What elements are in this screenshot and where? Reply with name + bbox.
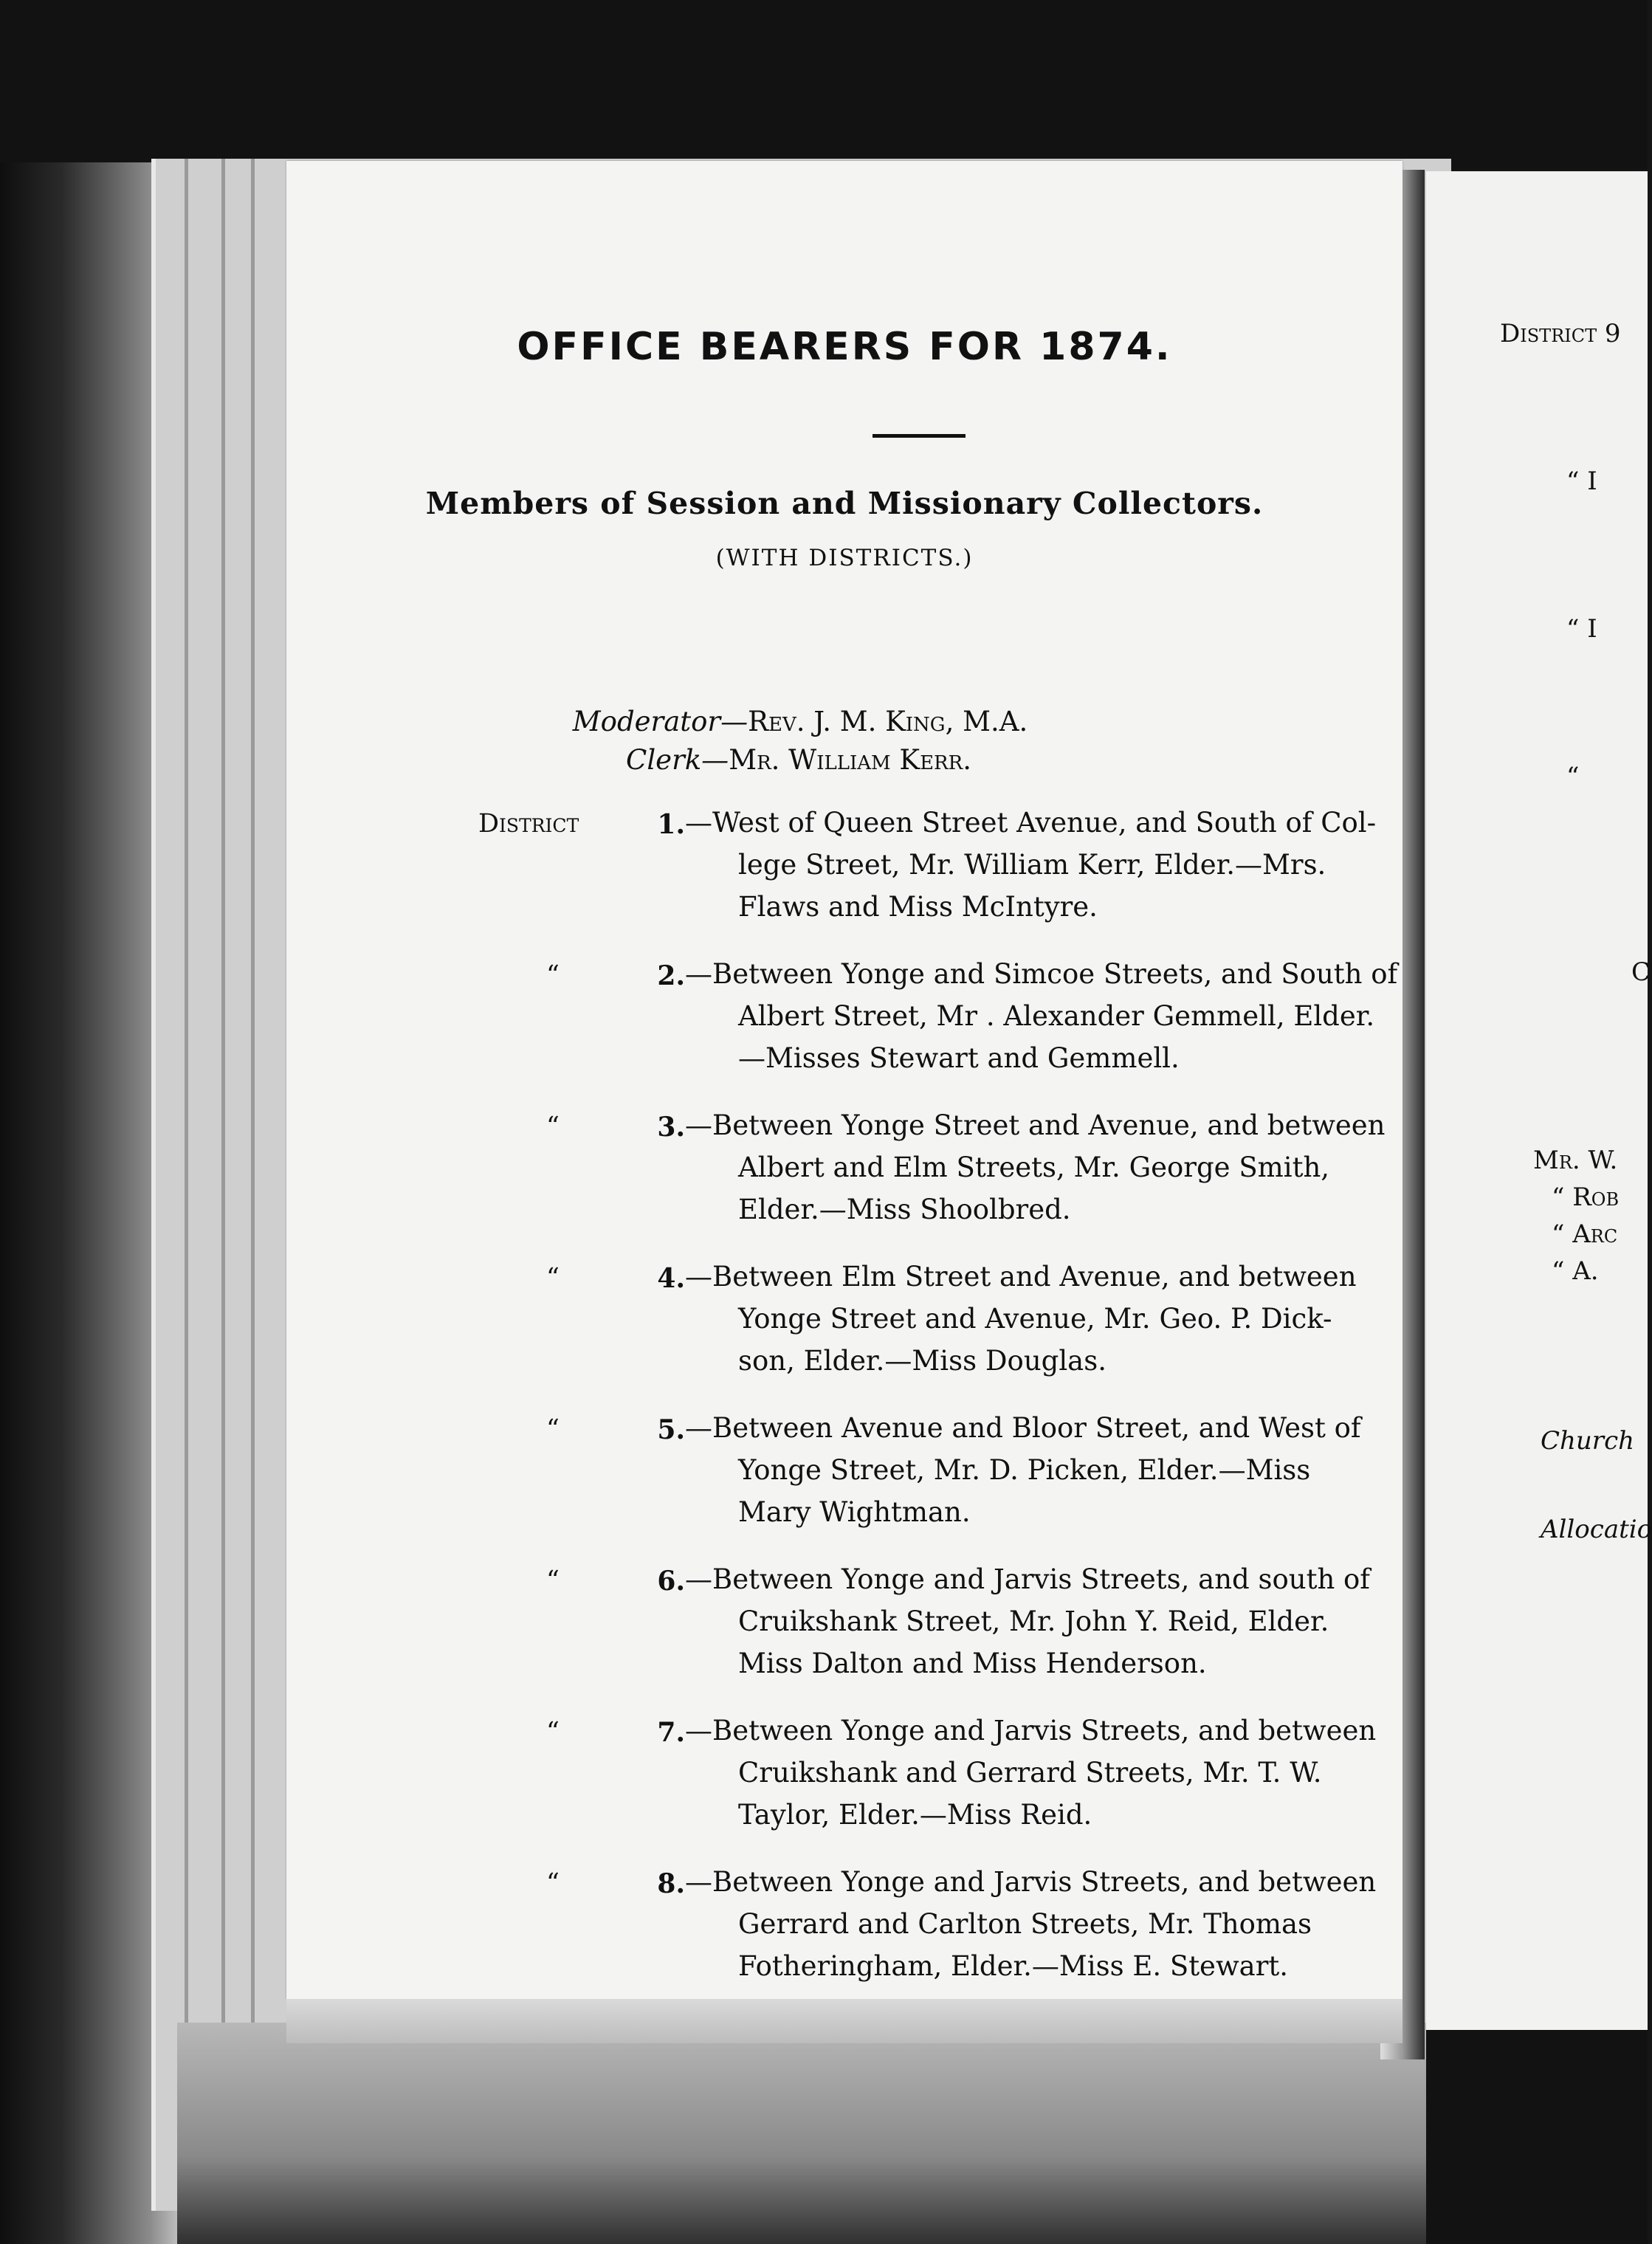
officer-role: Clerk—	[626, 744, 729, 776]
page-stack-line	[185, 159, 188, 2211]
district-line: —Between Elm Street and Avenue, and between	[685, 1261, 1357, 1293]
page-bottom-shade	[286, 1999, 1403, 2043]
district-line: Yonge Street and Avenue, Mr. Geo. P. Dick-	[738, 1303, 1332, 1335]
district-number: 5.	[657, 1414, 685, 1445]
ditto-mark: “	[546, 1414, 560, 1444]
district-number: 1.	[657, 809, 685, 840]
right-page-italic: Allocatio	[1541, 1515, 1652, 1544]
district-line: —Between Yonge and Jarvis Streets, and south of	[685, 1563, 1370, 1595]
section-subheading: (WITH DISTRICTS.)	[715, 545, 974, 571]
district-line: —Between Yonge and Jarvis Streets, and between	[685, 1866, 1377, 1898]
section-heading: Members of Session and Missionary Collectors.	[425, 486, 1264, 521]
right-page	[1426, 171, 1652, 2031]
scan-background-top	[0, 0, 1648, 170]
ditto-mark: “	[546, 1868, 560, 1898]
right-page-header: District 9	[1500, 319, 1621, 348]
district-line: Cruikshank and Gerrard Streets, Mr. T. W.	[738, 1757, 1322, 1789]
right-page-italic: Church	[1541, 1426, 1635, 1456]
ditto-mark: “	[546, 1263, 560, 1293]
right-page-name: Mr. W.	[1533, 1146, 1618, 1175]
officer-name: Mr. William Kerr.	[729, 744, 971, 776]
district-number: 8.	[657, 1868, 685, 1899]
district-line: Flaws and Miss McIntyre.	[738, 891, 1098, 923]
district-number: 2.	[657, 960, 685, 991]
district-line: Albert Street, Mr . Alexander Gemmell, Elder.	[738, 1000, 1375, 1032]
district-line: Elder.—Miss Shoolbred.	[738, 1194, 1071, 1225]
district-line: Albert and Elm Streets, Mr. George Smith,	[738, 1152, 1330, 1183]
district-line: —Between Yonge and Simcoe Streets, and South of	[685, 958, 1398, 990]
district-number: 7.	[657, 1717, 685, 1748]
page-title: OFFICE BEARERS FOR 1874.	[517, 325, 1172, 369]
district-number: 3.	[657, 1112, 685, 1143]
right-page-name: “ Arc	[1552, 1219, 1618, 1249]
right-page-ditto-line: “ I	[1566, 467, 1597, 496]
ditto-mark: “	[546, 960, 560, 990]
left-page	[286, 161, 1403, 1999]
officer-name: Rev. J. M. King, M.A.	[748, 706, 1028, 737]
book-left-edge	[0, 162, 177, 2244]
district-line: Fotheringham, Elder.—Miss E. Stewart.	[738, 1950, 1289, 1982]
officer-role: Moderator—	[572, 706, 748, 737]
ditto-mark: “	[546, 1717, 560, 1746]
district-line: Mary Wightman.	[738, 1496, 971, 1528]
district-line: Cruikshank Street, Mr. John Y. Reid, Elder.	[738, 1605, 1329, 1637]
ditto-mark: “	[546, 1566, 560, 1595]
officer-line-moderator	[286, 706, 1403, 737]
district-number: 4.	[657, 1263, 685, 1294]
right-page-ditto-line: “	[1566, 762, 1580, 791]
district-line: —Between Yonge and Jarvis Streets, and between	[685, 1715, 1377, 1746]
district-line: —Misses Stewart and Gemmell.	[738, 1042, 1180, 1074]
page-stack-line	[251, 159, 255, 2211]
officer-line-clerk	[286, 744, 1403, 776]
right-page-letter: C	[1631, 957, 1651, 987]
right-page-name: “ A.	[1552, 1256, 1599, 1286]
district-line: —Between Avenue and Bloor Street, and West of	[685, 1412, 1361, 1444]
district-label: District	[478, 809, 579, 839]
district-line: Gerrard and Carlton Streets, Mr. Thomas	[738, 1908, 1312, 1940]
page-stack-line	[221, 159, 225, 2211]
district-number: 6.	[657, 1566, 685, 1597]
district-line: —West of Queen Street Avenue, and South of Col-	[685, 807, 1377, 839]
district-line: lege Street, Mr. William Kerr, Elder.—Mrs.	[738, 849, 1326, 881]
district-line: —Between Yonge Street and Avenue, and between	[685, 1109, 1386, 1141]
district-line: son, Elder.—Miss Douglas.	[738, 1345, 1107, 1377]
district-line: Taylor, Elder.—Miss Reid.	[738, 1799, 1092, 1831]
ditto-mark: “	[546, 1112, 560, 1141]
district-line: Miss Dalton and Miss Henderson.	[738, 1648, 1207, 1679]
book-bottom-edge	[177, 2023, 1432, 2244]
district-line: Yonge Street, Mr. D. Picken, Elder.—Miss	[738, 1454, 1311, 1486]
right-page-ditto-line: “ I	[1566, 614, 1597, 644]
title-rule	[873, 434, 966, 438]
right-page-bottom-shadow	[1426, 2030, 1648, 2244]
right-page-name: “ Rob	[1552, 1183, 1620, 1212]
